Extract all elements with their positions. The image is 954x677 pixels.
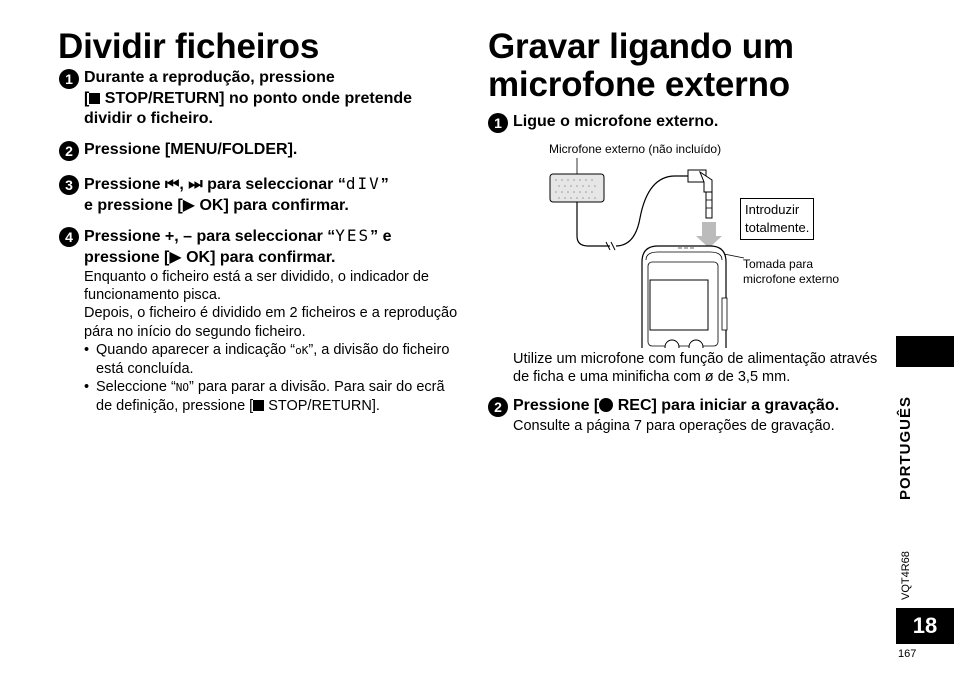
language-label: PORTUGUÊS [897,395,914,500]
callout-insert-fully: Introduzir totalmente. [740,198,814,240]
display-no-segment: NO [175,381,190,395]
label-external-mic: Microfone externo (não incluído) [549,142,722,156]
label-mic-jack: Tomada para microfone externo [743,257,840,286]
step-number-1: 1 [488,113,508,133]
right-title: Gravar ligando um microfone externo [488,27,794,104]
right-note: Utilize um microfone com função de alimentação através de ficha e uma minificha com ø de 3,5 mm. [513,351,878,386]
right-step-1-text: Ligue o microfone externo. [513,113,719,130]
right-step-2-body: Consulte a página 7 para operações de gravação. [513,418,835,434]
document-code: VQT4R68 [900,551,912,600]
step-number-1: 1 [59,69,79,89]
step-4-line-2: pressione [▶ OK] para confirmar. [84,248,336,266]
rec-icon [599,398,613,412]
body-bullet-1: • Quando aparecer a indicação “oK”, a divisão do ficheiro está concluída. [84,341,464,378]
page-number: 18 [896,608,954,644]
step-2-text: Pressione [MENU/FOLDER]. [84,141,298,158]
mic-connection-figure [540,158,780,348]
stop-icon [253,400,264,411]
left-step-1 [65,68,474,130]
display-ok-segment: oK [295,343,309,357]
step-number-2: 2 [59,141,79,161]
sidebar-black-tab [896,336,954,367]
step-1-line-2: [ STOP/RETURN] no ponto onde pretende [84,89,413,107]
display-div-segment: dIV [345,174,381,193]
body-paragraph-2: Depois, o ficheiro é dividido em 2 ficheiros e a reprodução pára no início do segundo ficheiro. [84,305,458,340]
step-4-line-1: Pressione +, – para seleccionar “YES” e [84,226,392,245]
left-step-4-body [84,268,464,416]
left-step-4 [65,226,474,268]
left-title: Dividir ficheiros [58,27,320,66]
step-1-line-3: dividir o ficheiro. [84,110,213,127]
left-step-3 [65,174,474,216]
step-number-4: 4 [59,227,79,247]
right-step-2 [494,396,903,417]
step-number-3: 3 [59,175,79,195]
page-number-small: 167 [898,648,917,660]
step-1-line-1: Durante a reprodução, pressione [84,69,335,86]
display-yes-segment: YES [335,226,371,245]
skip-icons: ⏮, ⏭ [164,176,203,193]
step-3-line-2: e pressione [▶ OK] para confirmar. [84,196,349,214]
step-3-line-1: Pressione ⏮, ⏭ para seleccionar “dIV” [84,174,389,193]
body-bullet-2: • Seleccione “NO” para parar a divisão. Para sair do ecrã de definição, pressione [ STOP/RETURN]. [84,378,464,415]
body-paragraph-1: Enquanto o ficheiro está a ser dividido, o indicador de funcionamento pisca. [84,269,429,304]
right-step-2-text: Pressione [ REC] para iniciar a gravação. [513,397,840,414]
step-number-2: 2 [488,397,508,417]
stop-icon [89,93,100,104]
right-step-1 [494,112,893,133]
left-step-2 [65,140,474,161]
